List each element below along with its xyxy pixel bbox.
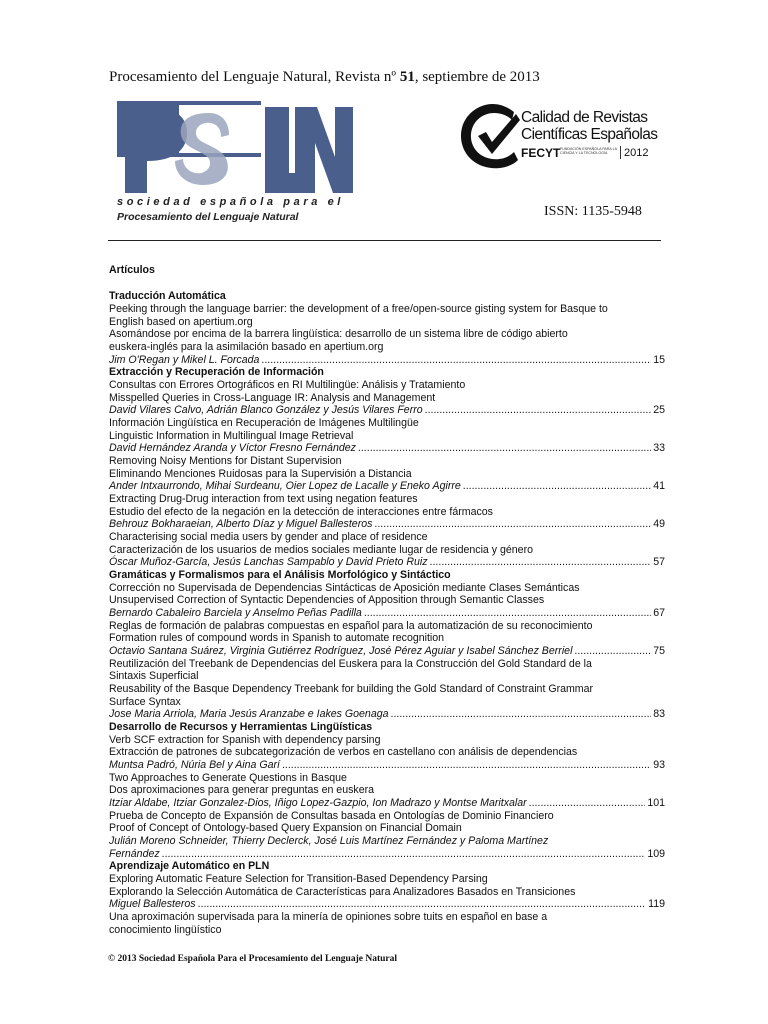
article-title-line: Información Lingüística en Recuperación de Imágenes Multilingüe (109, 416, 419, 429)
pln-logo-graphic (117, 101, 355, 197)
article-title-line: Surface Syntax (109, 695, 181, 708)
header-prefix: Procesamiento del Lenguaje Natural, Revista nº (109, 69, 400, 85)
article-authors: Itziar Aldabe, Itziar Gonzalez-Dios, Iñigo Lopez-Gazpio, Ion Madrazo y Montse Maritxalar (109, 797, 527, 810)
dot-leader (529, 797, 646, 810)
page-number: 49 (653, 518, 665, 531)
page-number: 119 (648, 898, 665, 911)
article-entry[interactable] (109, 645, 665, 658)
pln-tagline-1: sociedad española para el (117, 196, 344, 208)
page-number: 33 (653, 442, 665, 455)
article-title-line: Dos aproximaciones para generar preguntas en euskera (109, 784, 374, 797)
header-divider (108, 240, 661, 241)
article-entry[interactable] (109, 848, 665, 861)
article-title-line: Two Approaches to Generate Questions in Basque (109, 771, 347, 784)
dot-leader (358, 442, 651, 455)
article-authors: Fernández (109, 847, 160, 860)
article-authors: Behrouz Bokharaeian, Alberto Díaz y Miguel Ballesteros (109, 518, 373, 531)
article-title-line: Asomándose por encima de la barrera lingüística: desarrollo de un sistema libre de código abierto (109, 328, 568, 341)
article-entry[interactable] (109, 518, 665, 531)
article-authors: Miguel Ballesteros (109, 898, 196, 911)
article-title-line: Verb SCF extraction for Spanish with dependency parsing (109, 733, 381, 746)
article-entry[interactable] (109, 898, 665, 911)
issn: ISSN: 1135-5948 (544, 204, 642, 219)
fecyt-quality-badge (458, 102, 658, 172)
journal-header (109, 69, 540, 86)
article-title-line: Exploring Automatic Feature Selection for Transition-Based Dependency Parsing (109, 873, 488, 886)
article-entry[interactable] (109, 480, 665, 493)
article-entry[interactable] (109, 354, 665, 367)
dot-leader (162, 848, 646, 861)
section-title: Gramáticas y Formalismos para el Análisis Morfológico y Sintáctico (109, 568, 451, 581)
article-title-line: Extracting Drug-Drug interaction from text using negation features (109, 492, 418, 505)
article-title-line: euskera-inglés para la asimilación basado en apertium.org (109, 340, 384, 353)
article-title-line: Reutilización del Treebank de Dependencias del Euskera para la Construcción del Gold Standard de la (109, 657, 592, 670)
issue-number: 51 (399, 69, 415, 85)
article-title-line: Misspelled Queries in Cross-Language IR: Analysis and Management (109, 391, 436, 404)
page-number: 15 (653, 353, 665, 366)
toc-spacer (109, 277, 665, 291)
dot-leader (425, 404, 652, 417)
fecyt-year: 2012 (624, 147, 649, 159)
page-number: 83 (653, 708, 665, 721)
dot-leader (374, 518, 651, 531)
article-title-line: Eliminando Menciones Ruidosas para la Supervisión a Distancia (109, 467, 412, 480)
section-title: Extracción y Recuperación de Información (109, 366, 324, 379)
fecyt-brand: FECYT (521, 146, 561, 160)
fecyt-title-1: Calidad de Revistas (521, 109, 648, 126)
article-authors: David Vilares Calvo, Adrián Blanco González y Jesús Vilares Ferro (109, 404, 423, 417)
article-title-line: English based on apertium.org (109, 315, 253, 328)
page-number: 67 (653, 606, 665, 619)
article-authors-line: Julián Moreno Schneider, Thierry Declerck, José Luis Martínez Fernández y Paloma Martínez (109, 835, 549, 848)
table-of-contents (109, 264, 665, 936)
article-title-line: Consultas con Errores Ortográficos en RI Multilingüe: Análisis y Tratamiento (109, 378, 466, 391)
article-title-line: Formation rules of compound words in Spanish to automate recognition (109, 632, 445, 645)
fecyt-check-icon (458, 102, 520, 172)
page-number: 101 (647, 797, 665, 810)
article-title-line: Una aproximación supervisada para la minería de opiniones sobre tuits en español en base a (109, 911, 548, 924)
article-title-line: Prueba de Concepto de Expansión de Consultas basada en Ontologías de Dominio Financiero (109, 809, 554, 822)
section-title: Aprendizaje Automático en PLN (109, 860, 270, 873)
article-authors: Jose Maria Arriola, Maria Jesús Aranzabe e Iakes Goenaga (109, 708, 389, 721)
article-title-line: Caracterización de los usuarios de medios sociales mediante lugar de residencia y género (109, 543, 533, 556)
fecyt-separator (620, 146, 621, 159)
dot-leader (463, 480, 651, 493)
page-number: 25 (653, 404, 665, 417)
header-suffix: , septiembre de 2013 (414, 69, 540, 85)
page-number: 75 (653, 644, 665, 657)
page-number: 41 (653, 480, 665, 493)
article-entry[interactable] (109, 708, 665, 721)
article-title-line: Estudio del efecto de la negación en la detección de interacciones entre fármacos (109, 505, 493, 518)
page-number: 93 (653, 759, 665, 772)
pln-tagline-2: Procesamiento del Lenguaje Natural (117, 211, 299, 223)
article-title-line: conocimiento lingüístico (109, 923, 222, 936)
article-authors: David Hernández Aranda y Víctor Fresno Fernández (109, 442, 356, 455)
article-entry[interactable] (109, 759, 665, 772)
article-title-line: Linguistic Information in Multilingual Image Retrieval (109, 429, 354, 442)
dot-leader (574, 645, 651, 658)
article-entry[interactable] (109, 797, 665, 810)
dot-leader (430, 556, 652, 569)
dot-leader (282, 759, 651, 772)
article-title-line: Reglas de formación de palabras compuestas en español para la automatización de su reconocimiento (109, 619, 593, 632)
dot-leader (261, 354, 651, 367)
article-title-line: Reusability of the Basque Dependency Treebank for building the Gold Standard of Constraint Grammar (109, 683, 594, 695)
article-authors: Bernardo Cabaleiro Barciela y Anselmo Peñas Padilla (109, 606, 362, 619)
article-title-line: Removing Noisy Mentions for Distant Supervision (109, 454, 342, 467)
article-title-line: Corrección no Supervisada de Dependencias Sintácticas de Aposición mediante Clases Semánticas (109, 581, 580, 594)
section-title: Traducción Automática (109, 290, 226, 303)
fecyt-title-2: Científicas Españolas (521, 126, 658, 143)
copyright-footer: © 2013 Sociedad Española Para el Procesamiento del Lenguaje Natural (108, 954, 398, 964)
page-number: 109 (647, 847, 665, 860)
fecyt-subtitle: FUNDACIÓN ESPAÑOLA PARA LA CIENCIA Y LA TECNOLOGÍA (560, 147, 617, 156)
article-authors: Ander Intxaurrondo, Mihai Surdeanu, Oier Lopez de Lacalle y Eneko Agirre (109, 480, 461, 493)
article-title-line: Explorando la Selección Automática de Características para Analizadores Basados en Transiciones (109, 885, 576, 898)
article-entry[interactable] (109, 442, 665, 455)
dot-leader (198, 898, 647, 911)
toc-heading: Artículos (109, 264, 155, 276)
page-number: 57 (653, 556, 665, 569)
section-title: Desarrollo de Recursos y Herramientas Lingüísticas (109, 721, 373, 734)
article-title-line: Unsupervised Correction of Syntactic Dependencies of Apposition through Semantic Classes (109, 594, 545, 607)
article-title-line: Proof of Concept of Ontology-based Query Expansion on Financial Domain (109, 822, 462, 835)
article-entry[interactable] (109, 404, 665, 417)
article-authors: Muntsa Padró, Núria Bel y Aina Garí (109, 759, 280, 772)
article-authors: Óscar Muñoz-García, Jesús Lanchas Sampablo y David Prieto Ruiz (109, 556, 428, 569)
article-title-line: Characterising social media users by gender and place of residence (109, 530, 428, 543)
article-authors: Jim O'Regan y Mikel L. Forcada (109, 353, 260, 366)
dot-leader (364, 607, 651, 620)
article-entry[interactable] (109, 607, 665, 620)
pln-logo (117, 101, 355, 227)
article-entry[interactable] (109, 556, 665, 569)
article-title-line: Sintaxis Superficial (109, 670, 199, 683)
dot-leader (391, 708, 652, 721)
article-title-line: Extracción de patrones de subcategorización de verbos en castellano con análisis de dependencias (109, 746, 578, 759)
article-authors: Octavio Santana Suárez, Virginia Gutiérrez Rodríguez, José Pérez Aguiar y Isabel Sánchez Berriel (109, 644, 573, 657)
article-title-line: Peeking through the language barrier: the development of a free/open-source gisting system for Basque to (109, 302, 608, 315)
